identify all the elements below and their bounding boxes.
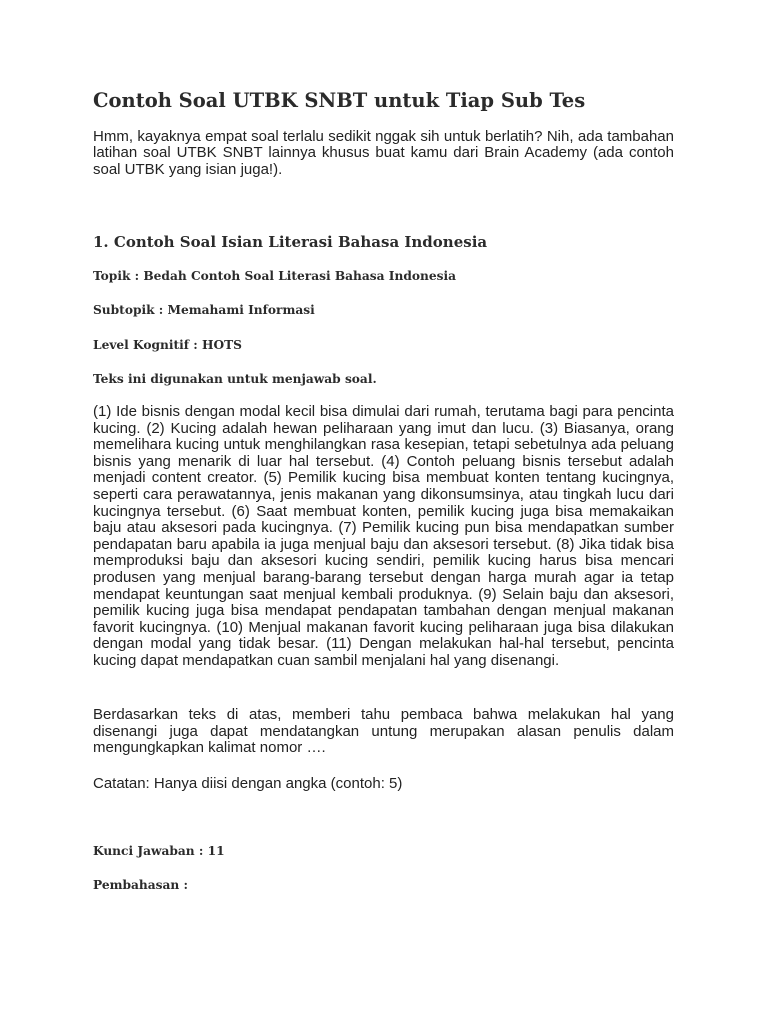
discussion-label: Pembahasan :: [93, 878, 189, 892]
subtopic-label: Subtopik : Memahami Informasi: [93, 303, 315, 317]
answer-key: Kunci Jawaban : 11: [93, 844, 225, 858]
answer-note: Catatan: Hanya diisi dengan angka (contoh: 5): [93, 775, 403, 792]
section-heading: 1. Contoh Soal Isian Literasi Bahasa Indonesia: [93, 233, 488, 251]
passage-text: (1) Ide bisnis dengan modal kecil bisa dimulai dari rumah, terutama bagi para pencinta kucing. (2) Kucing adalah hewan peliharaan yang imut dan lucu. (3) Biasanya, orang memelihara kucing untuk menghilangkan rasa kesepian, tetapi sebetulnya ada peluang bisnis yang menarik di luar hal tersebut. (4) Contoh peluang bisnis tersebut adalah menjadi content creator. (5) Pemilik kucing bisa membuat konten tentang kucingnya, seperti cara perawatannya, jenis makanan yang dikonsumsinya, atau tingkah lucu dari kucingnya tersebut. (6) Saat membuat konten, pemilik kucing juga bisa memakaikan baju atau aksesori pada kucingnya. (7) Pemilik kucing pun bisa mendapatkan sumber pendapatan baru apabila ia juga menjual baju dan aksesori tersebut. (8) Jika tidak bisa memproduksi baju dan aksesori kucing sendiri, pemilik kucing harus bisa mencari produsen yang menjual barang-barang tersebut dengan harga murah agar ia tetap mendapat keuntungan saat menjual kembali produknya. (9) Selain baju dan aksesori, pemilik kucing juga bisa mendapat pendapatan tambahan dengan menjual makanan favorit kucingnya. (10) Menjual makanan favorit kucing peliharaan juga bisa dilakukan dengan modal yang tidak besar. (11) Dengan melakukan hal-hal tersebut, pencinta kucing dapat mendapatkan cuan sambil menjalani hal yang disenangi.: [93, 403, 674, 669]
topic-label: Topik : Bedah Contoh Soal Literasi Bahasa Indonesia: [93, 269, 457, 283]
intro-paragraph: Hmm, kayaknya empat soal terlalu sedikit nggak sih untuk berlatih? Nih, ada tambahan latihan soal UTBK SNBT lainnya khusus buat kamu dari Brain Academy (ada contoh soal UTBK yang isian juga!).: [93, 128, 674, 178]
document-title: Contoh Soal UTBK SNBT untuk Tiap Sub Tes: [93, 89, 586, 112]
passage-intro: Teks ini digunakan untuk menjawab soal.: [93, 372, 377, 386]
cognitive-level-label: Level Kognitif : HOTS: [93, 338, 242, 352]
question-text: Berdasarkan teks di atas, memberi tahu pembaca bahwa melakukan hal yang disenangi juga dapat mendatangkan untung merupakan alasan penulis dalam mengungkapkan kalimat nomor ….: [93, 706, 674, 757]
